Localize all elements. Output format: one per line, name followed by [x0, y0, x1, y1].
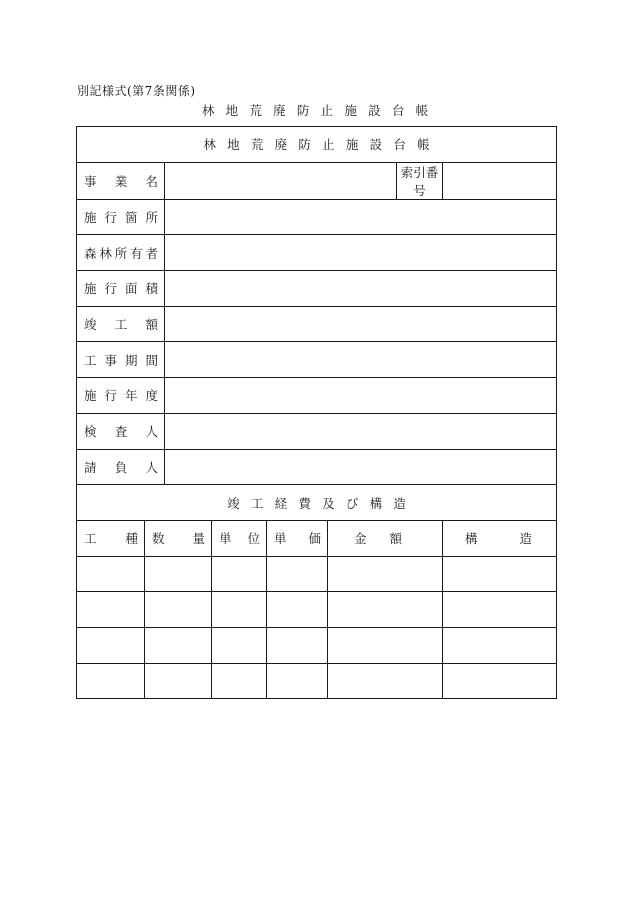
project-name-value[interactable]	[165, 162, 397, 199]
cost-cell[interactable]	[328, 627, 443, 663]
info-value[interactable]	[165, 378, 557, 414]
cost-cell[interactable]	[443, 592, 557, 628]
cost-cell[interactable]	[212, 627, 267, 663]
info-label	[77, 271, 165, 307]
info-label	[77, 449, 165, 485]
column-header-structure	[443, 520, 557, 556]
column-header-unit-price	[267, 520, 328, 556]
info-label-text: 森 林 所 有 者	[84, 245, 158, 261]
cost-cell[interactable]	[77, 556, 145, 592]
column-header-text: 工 種	[84, 531, 138, 547]
cost-row	[77, 627, 557, 663]
info-label	[77, 199, 165, 235]
info-value[interactable]	[165, 306, 557, 342]
info-value[interactable]	[165, 413, 557, 449]
index-number-label: 索引番号	[397, 162, 443, 199]
column-header-work-type	[77, 520, 145, 556]
info-label-text: 工 事 期 間	[84, 352, 158, 368]
info-label-text: 施 行 箇 所	[84, 210, 158, 226]
info-value[interactable]	[165, 342, 557, 378]
info-value[interactable]	[165, 199, 557, 235]
info-row	[77, 413, 557, 449]
column-header-amount	[328, 520, 443, 556]
index-number-value[interactable]	[443, 162, 557, 199]
info-row	[77, 342, 557, 378]
column-header-text: 数 量	[152, 531, 205, 547]
cost-cell[interactable]	[212, 663, 267, 699]
cost-cell[interactable]	[267, 592, 328, 628]
info-row	[77, 306, 557, 342]
cost-cell[interactable]	[443, 627, 557, 663]
info-label-text: 施 行 年 度	[84, 388, 158, 404]
cost-cell[interactable]	[77, 627, 145, 663]
info-label	[77, 306, 165, 342]
cost-cell[interactable]	[328, 592, 443, 628]
project-name-label	[77, 162, 165, 199]
column-header-text: 金 額	[354, 531, 402, 547]
column-header-text: 単 価	[274, 531, 321, 547]
info-label-text: 検 査 人	[84, 424, 158, 440]
info-row	[77, 378, 557, 414]
cost-cell[interactable]	[145, 592, 212, 628]
cost-cell[interactable]	[212, 556, 267, 592]
info-row	[77, 199, 557, 235]
cost-cell[interactable]	[77, 592, 145, 628]
cost-cell[interactable]	[267, 627, 328, 663]
cost-cell[interactable]	[145, 663, 212, 699]
cost-section-title-row	[77, 485, 557, 521]
cost-section-title: 竣工経費及び構造	[77, 485, 557, 521]
project-name-label-text: 事 業 名	[84, 173, 158, 189]
info-label-text: 請 負 人	[84, 459, 158, 475]
info-row	[77, 449, 557, 485]
cost-cell[interactable]	[77, 663, 145, 699]
cost-cell[interactable]	[212, 592, 267, 628]
column-header-text: 単 位	[219, 531, 260, 547]
cost-row	[77, 592, 557, 628]
project-name-row	[77, 162, 557, 199]
cost-cell[interactable]	[145, 627, 212, 663]
info-label	[77, 413, 165, 449]
info-label-text: 施 行 面 積	[84, 281, 158, 297]
column-header-quantity	[145, 520, 212, 556]
info-value[interactable]	[165, 235, 557, 271]
cost-row	[77, 663, 557, 699]
info-row	[77, 235, 557, 271]
table-title-row	[77, 127, 557, 163]
cost-header-row	[77, 520, 557, 556]
cost-row	[77, 556, 557, 592]
cost-cell[interactable]	[443, 556, 557, 592]
cost-cell[interactable]	[443, 663, 557, 699]
column-header-text: 構 造	[465, 531, 533, 547]
cost-cell[interactable]	[267, 556, 328, 592]
column-header-unit	[212, 520, 267, 556]
cost-cell[interactable]	[328, 556, 443, 592]
info-value[interactable]	[165, 449, 557, 485]
facility-ledger-table	[76, 126, 557, 699]
cost-cell[interactable]	[145, 556, 212, 592]
info-label	[77, 378, 165, 414]
document-title: 林地荒廃防止施設台帳	[201, 103, 440, 118]
info-label	[77, 235, 165, 271]
form-label: 別記様式(第7条関係)	[77, 84, 196, 98]
info-label	[77, 342, 165, 378]
cost-cell[interactable]	[267, 663, 328, 699]
cost-cell[interactable]	[328, 663, 443, 699]
info-label-text: 竣 工 額	[84, 317, 158, 333]
info-row	[77, 271, 557, 307]
table-title-cell: 林地荒廃防止施設台帳	[77, 127, 557, 163]
info-value[interactable]	[165, 271, 557, 307]
